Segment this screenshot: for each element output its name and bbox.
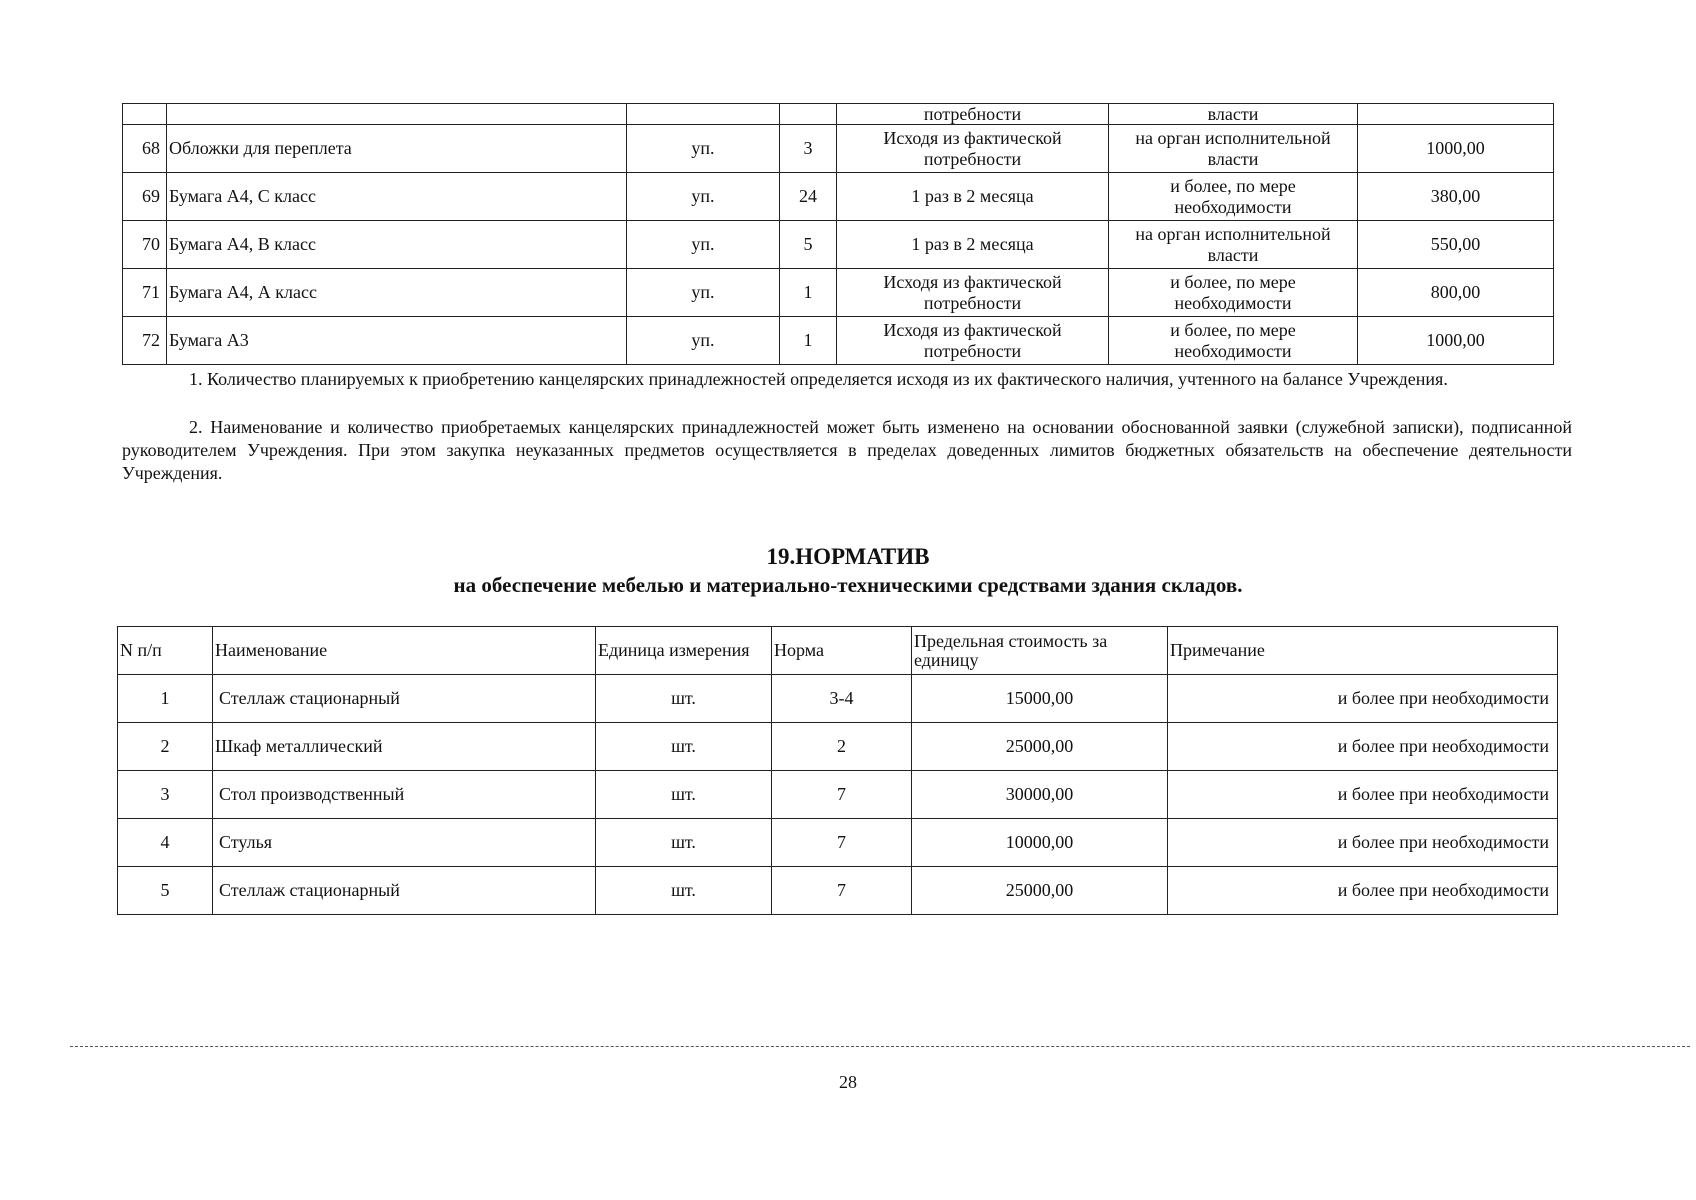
unit: шт.: [596, 771, 772, 819]
periodicity: Исходя из фактической потребности: [837, 269, 1109, 317]
item-name: Бумага А4, С класс: [167, 173, 627, 221]
unit: шт.: [596, 675, 772, 723]
note: и более при необходимости: [1168, 675, 1558, 723]
periodicity: 1 раз в 2 месяца: [837, 221, 1109, 269]
note: власти: [1109, 104, 1358, 125]
row-number: 4: [118, 819, 213, 867]
price: 380,00: [1358, 173, 1554, 221]
note: и более при необходимости: [1168, 723, 1558, 771]
note: и более при необходимости: [1168, 819, 1558, 867]
row-number: 69: [123, 173, 167, 221]
quantity: 5: [780, 221, 837, 269]
table-row: [123, 125, 1554, 173]
item-name: Стеллаж стационарный: [213, 675, 596, 723]
max-cost: 25000,00: [912, 723, 1168, 771]
row-number: 2: [118, 723, 213, 771]
max-cost: 25000,00: [912, 867, 1168, 915]
quantity: [780, 104, 837, 125]
unit: уп.: [627, 173, 780, 221]
periodicity: Исходя из фактической потребности: [837, 317, 1109, 365]
item-name: Стулья: [213, 819, 596, 867]
table-row: [118, 819, 1558, 867]
unit: уп.: [627, 269, 780, 317]
table-row: [118, 675, 1558, 723]
header-note: Примечание: [1168, 627, 1558, 675]
row-number: 70: [123, 221, 167, 269]
header-max-cost: Предельная стоимость за единицу: [912, 627, 1168, 675]
page-number: 28: [839, 1072, 857, 1092]
table-row: [118, 867, 1558, 915]
price: [1358, 104, 1554, 125]
item-name: Бумага А3: [167, 317, 627, 365]
price: 1000,00: [1358, 317, 1554, 365]
table-row: [123, 221, 1554, 269]
max-cost: 15000,00: [912, 675, 1168, 723]
page-footer-divider: [70, 1046, 1690, 1047]
norm: 2: [772, 723, 912, 771]
item-name: Бумага А4, А класс: [167, 269, 627, 317]
header-norm: Норма: [772, 627, 912, 675]
row-number: [123, 104, 167, 125]
quantity: 1: [780, 317, 837, 365]
note: и более, по мере необходимости: [1109, 173, 1358, 221]
stationery-table: [122, 103, 1554, 365]
table-row: [123, 317, 1554, 365]
max-cost: 10000,00: [912, 819, 1168, 867]
row-number: 3: [118, 771, 213, 819]
table-header-row: [118, 627, 1558, 675]
row-number: 68: [123, 125, 167, 173]
unit: шт.: [596, 819, 772, 867]
note-2: 2. Наименование и количество приобретаемых канцелярских принадлежностей может быть изменено на основании обоснованной заявки (служебной записки), подписанной руководителем Учреждения. При этом закупка неуказанных предметов осуществляется в пределах доведенных лимитов бюджетных обязательств на обеспечение деятельности Учреждения.: [122, 417, 1572, 483]
table-row: [123, 104, 1554, 125]
item-name: Стол производственный: [213, 771, 596, 819]
row-number: 1: [118, 675, 213, 723]
price: 800,00: [1358, 269, 1554, 317]
table-row: [123, 269, 1554, 317]
row-number: 72: [123, 317, 167, 365]
unit: шт.: [596, 723, 772, 771]
note: и более, по мере необходимости: [1109, 317, 1358, 365]
item-name: Стеллаж стационарный: [213, 867, 596, 915]
table-row: [118, 723, 1558, 771]
unit: уп.: [627, 221, 780, 269]
item-name: [167, 104, 627, 125]
norm: 7: [772, 771, 912, 819]
row-number: 71: [123, 269, 167, 317]
max-cost: 30000,00: [912, 771, 1168, 819]
section-title: 19.НОРМАТИВ: [766, 544, 930, 569]
quantity: 3: [780, 125, 837, 173]
note-1: 1. Количество планируемых к приобретению канцелярских принадлежностей определяется исходя из их фактического наличия, учтенного на балансе Учреждения.: [189, 369, 1448, 389]
unit: уп.: [627, 125, 780, 173]
note: и более при необходимости: [1168, 867, 1558, 915]
header-name: Наименование: [213, 627, 596, 675]
quantity: 1: [780, 269, 837, 317]
unit: [627, 104, 780, 125]
note: на орган исполнительной власти: [1109, 221, 1358, 269]
table-row: [118, 771, 1558, 819]
note: на орган исполнительной власти: [1109, 125, 1358, 173]
unit: шт.: [596, 867, 772, 915]
item-name: Шкаф металлический: [213, 723, 596, 771]
norm: 7: [772, 819, 912, 867]
row-number: 5: [118, 867, 213, 915]
norm: 7: [772, 867, 912, 915]
norm: 3-4: [772, 675, 912, 723]
price: 550,00: [1358, 221, 1554, 269]
periodicity: Исходя из фактической потребности: [837, 125, 1109, 173]
item-name: Обложки для переплета: [167, 125, 627, 173]
periodicity: потребности: [837, 104, 1109, 125]
price: 1000,00: [1358, 125, 1554, 173]
header-unit: Единица измерения: [596, 627, 772, 675]
item-name: Бумага А4, В класс: [167, 221, 627, 269]
section-subtitle: на обеспечение мебелью и материально-техническими средствами здания складов.: [453, 573, 1243, 597]
header-num: N п/п: [118, 627, 213, 675]
periodicity: 1 раз в 2 месяца: [837, 173, 1109, 221]
unit: уп.: [627, 317, 780, 365]
furniture-table: [117, 626, 1558, 915]
table-row: [123, 173, 1554, 221]
quantity: 24: [780, 173, 837, 221]
note: и более, по мере необходимости: [1109, 269, 1358, 317]
note: и более при необходимости: [1168, 771, 1558, 819]
